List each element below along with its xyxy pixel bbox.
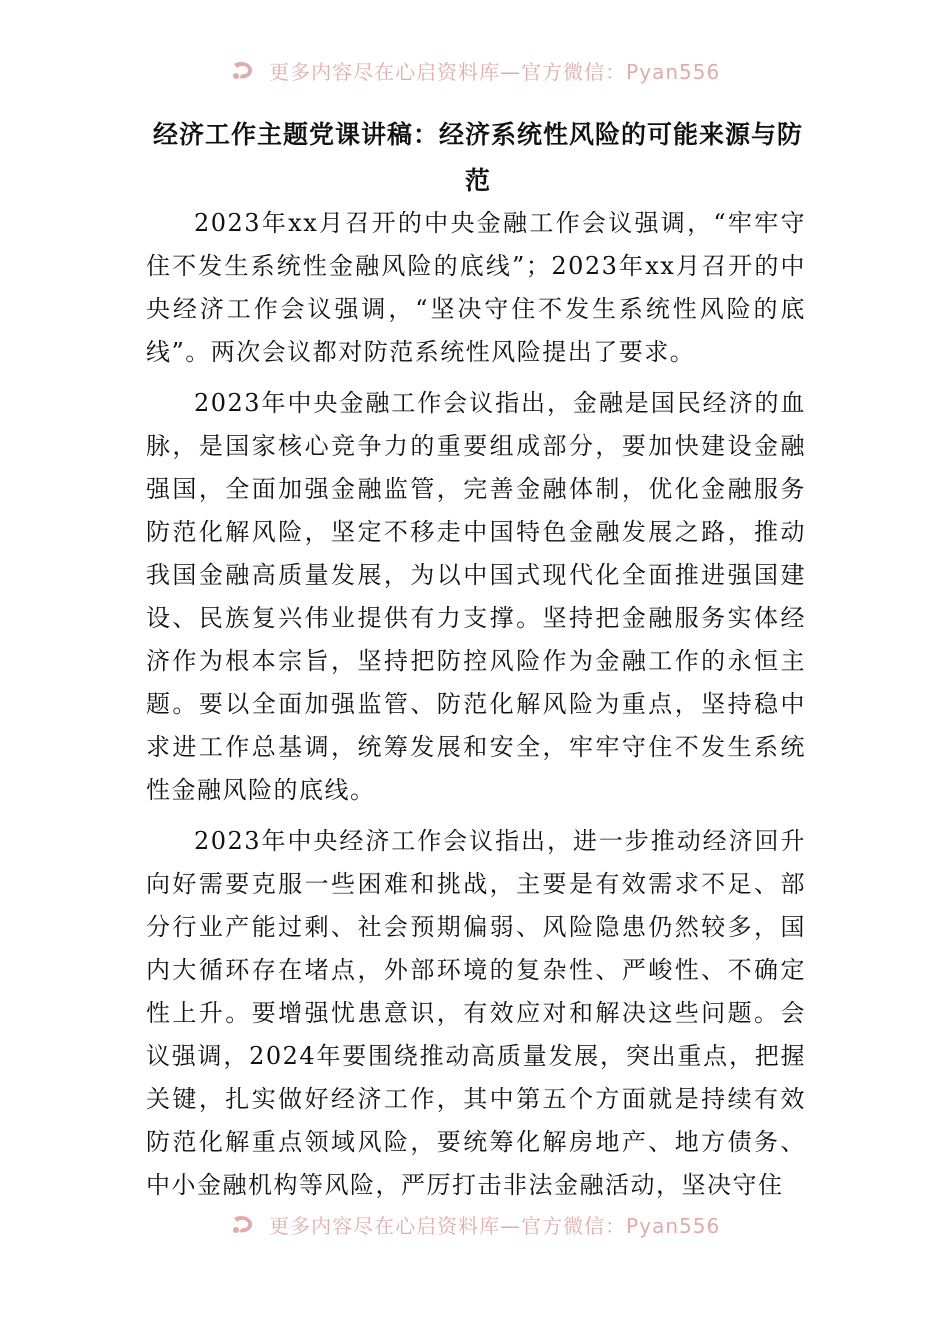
watermark-text: 更多内容尽在心启资料库—官方微信：Pyan556 [269,60,721,84]
brand-logo-icon [230,60,256,87]
watermark-header [0,56,950,87]
brand-logo-icon [230,1214,256,1241]
watermark-text: 更多内容尽在心启资料库—官方微信：Pyan556 [269,1214,721,1238]
watermark-footer [0,1210,950,1241]
document-title: 经济工作主题党课讲稿：经济系统性风险的可能来源与防范 [152,120,803,195]
document-body [146,202,806,1215]
paragraph-3: 2023年中央经济工作会议指出，进一步推动经济回升向好需要克服一些困难和挑战，主要是有效需求不足、部分行业产能过剩、社会预期偏弱、风险隐患仍然较多，国内大循环存在堵点，外部环境的复杂性、严峻性、不确定性上升。要增强忧患意识，有效应对和解决这些问题。会议强调，2024年要围绕推动高质量发展，突出重点，把握关键，扎实做好经济工作，其中第五个方面就是持续有效防范化解重点领域风险，要统筹化解房地产、地方债务、中小金融机构等风险，严厉打击非法金融活动，坚决守住 [146,827,806,1199]
paragraph-2: 2023年中央金融工作会议指出，金融是国民经济的血脉，是国家核心竞争力的重要组成部分，要加快建设金融强国，全面加强金融监管，完善金融体制，优化金融服务防范化解风险，坚定不移走中国特色金融发展之路，推动我国金融高质量发展，为以中国式现代化全面推进强国建设、民族复兴伟业提供有力支撑。坚持把金融服务实体经济作为根本宗旨，坚持把防控风险作为金融工作的永恒主题。要以全面加强监管、防范化解风险为重点，坚持稳中求进工作总基调，统筹发展和安全，牢牢守住不发生系统性金融风险的底线。 [146,389,806,804]
paragraph-1: 2023年xx月召开的中央金融工作会议强调，“牢牢守住不发生系统性金融风险的底线”；2023年xx月召开的中央经济工作会议强调，“坚决守住不发生系统性风险的底线”。两次会议都对防范系统性风险提出了要求。 [146,209,806,366]
